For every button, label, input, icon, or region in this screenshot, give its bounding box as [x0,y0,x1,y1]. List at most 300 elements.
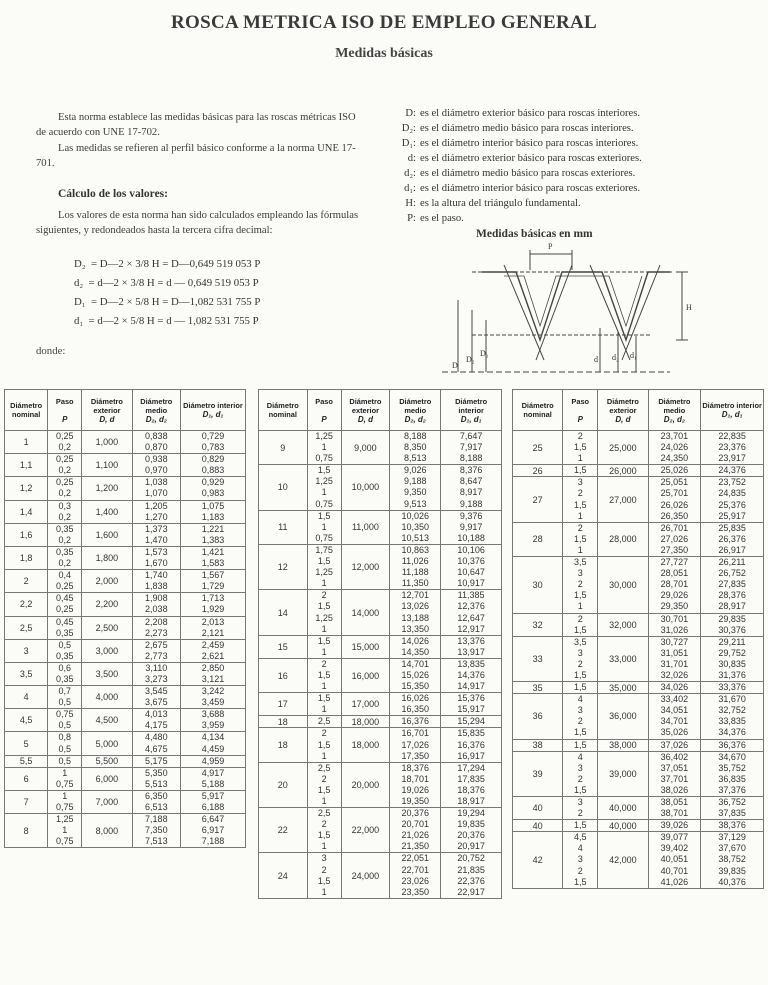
cell-paso [48,732,82,755]
interior-value: 5,917 [201,790,225,801]
paso-value: 1,5 [317,510,331,521]
cell-paso [307,716,341,728]
cell-interior [180,709,245,732]
cell-medio [132,767,180,790]
cell-medio [648,797,701,820]
paso-value: 3 [577,477,583,488]
paso-value: 2 [321,658,327,669]
cell-interior [180,500,245,523]
paso-value: 1 [62,790,68,801]
cell-nominal: 30 [513,557,563,613]
interior-value: 21,835 [457,864,485,875]
cell-paso [307,762,341,807]
medio-value: 30,701 [660,613,689,624]
medio-value: 29,350 [660,601,689,612]
cell-paso [48,767,82,790]
medio-value: 29,026 [660,590,689,601]
paso-value: 1,5 [573,533,587,544]
cell-paso [563,820,598,832]
medio-value: 22,701 [401,864,429,875]
cell-interior [701,522,764,556]
cell-paso [307,590,341,635]
cell-exterior: 3,000 [82,639,133,662]
definition-symbol: P: [407,213,416,224]
cell-nominal: 26 [513,465,563,477]
interior-value: 29,752 [718,647,746,658]
cell-interior [180,454,245,477]
table-row [5,523,246,546]
cell-interior [180,546,245,569]
cell-paso [563,832,598,888]
table-row [513,694,764,739]
cell-interior [180,477,245,500]
interior-value: 0,983 [201,488,225,499]
medio-value: 17,026 [401,739,429,750]
page-bottom-edge [0,981,768,985]
cell-exterior: 14,000 [341,590,390,635]
medio-value: 1,908 [145,593,168,604]
medio-value: 28,701 [660,579,689,590]
cell-medio [390,728,441,762]
paso-value: 0,25 [55,581,74,592]
calc-heading: Cálculo de los valores: [58,188,168,200]
cell-medio [132,431,180,454]
paso-value: 2 [577,431,583,441]
medio-value: 37,051 [660,762,689,773]
cell-nominal: 33 [513,636,563,681]
medio-value: 30,727 [660,636,689,647]
cell-medio [648,465,701,477]
cell-interior [441,431,502,465]
interior-value: 13,835 [457,658,485,669]
cell-exterior: 25,000 [598,431,648,465]
medio-value: 16,350 [401,704,429,715]
medio-value: 23,026 [401,875,429,886]
cell-medio [648,694,701,739]
formula-D1: D₁ = D—2 × 5/8 H = D—1,082 531 755 P [74,296,261,308]
paso-value: 3 [577,705,583,716]
medio-value: 18,376 [401,762,429,773]
interior-value: 3,459 [201,697,225,708]
medio-value: 1,038 [145,477,168,488]
medio-value: 38,051 [660,797,689,807]
paso-value: 2 [321,590,327,601]
interior-value: 34,670 [718,751,746,762]
cell-exterior: 8,000 [82,814,133,848]
cell-interior [701,465,764,477]
header-nominal: Diámetro nominal [259,390,308,431]
cell-medio [132,570,180,593]
cell-exterior: 9,000 [341,431,390,465]
paso-value: 1,25 [315,476,333,487]
medio-value: 15,026 [401,669,429,680]
definition-D1 [386,138,746,149]
interior-value: 4,459 [201,743,225,754]
interior-value: 35,752 [718,762,746,773]
definition-symbol: H: [405,198,416,209]
table-row [5,546,246,569]
paso-value: 1,5 [317,601,331,612]
cell-interior [441,658,502,692]
interior-value: 12,376 [457,601,485,612]
cell-interior [441,853,502,898]
cell-interior [701,431,764,465]
cell-interior [180,790,245,813]
cell-medio [132,639,180,662]
thread-profile-diagram [412,240,702,380]
page-subtitle: Medidas básicas [335,46,433,61]
medio-value: 27,727 [660,557,689,568]
medio-value: 37,701 [660,773,689,784]
cell-interior [180,616,245,639]
medio-value: 8,513 [403,453,427,464]
definition-D2 [386,123,746,134]
paso-value: 1 [321,578,327,589]
cell-exterior: 22,000 [341,808,390,853]
medio-value: 9,188 [403,476,427,487]
paso-value: 1,5 [573,876,587,887]
header-exterior: Diámetro exterior D, d [598,390,648,431]
cell-interior [441,465,502,510]
paso-value: 1 [321,841,327,852]
paso-value: 1 [577,510,583,521]
medio-value: 10,350 [401,521,429,532]
table-row [513,820,764,832]
header-interior: Diámetro interior D₁, d₁ [441,390,502,431]
cell-medio [390,693,441,716]
medio-value: 13,188 [401,612,429,623]
cell-exterior: 2,200 [82,593,133,616]
cell-exterior: 1,400 [82,500,133,523]
interior-value: 0,729 [201,431,225,441]
interior-value: 37,670 [718,843,746,854]
medio-value: 2,208 [145,616,168,627]
medio-value: 26,701 [660,522,689,533]
cell-medio [648,636,701,681]
table-row [5,790,246,813]
thread-table-2 [258,389,502,899]
cell-medio [390,658,441,692]
table-row [513,739,764,751]
interior-value: 1,183 [201,511,225,522]
table-row [5,755,246,767]
interior-value: 36,752 [718,797,746,807]
interior-value: 1,383 [201,534,225,545]
cell-nominal: 4,5 [5,709,48,732]
paso-value: 3,5 [573,557,587,568]
table-row [5,431,246,454]
interior-value: 22,835 [718,431,746,441]
cell-exterior: 16,000 [341,658,390,692]
medio-value: 9,026 [403,465,427,476]
interior-value: 10,188 [457,532,485,543]
definition-text: es la altura del triángulo fundamental. [420,198,581,209]
intro-paragraph-1: Esta norma establece las medidas básicas para las roscas métricas ISO de acuerdo con UNE 17-702. [36,112,356,138]
paso-value: 1,5 [573,499,587,510]
interior-value: 2,121 [201,627,225,638]
interior-value: 14,376 [457,669,485,680]
cell-interior [701,832,764,888]
cell-nominal: 11 [259,510,308,544]
cell-nominal: 36 [513,694,563,739]
paso-value: 1,5 [573,624,587,635]
cell-medio [132,523,180,546]
medio-value: 34,051 [660,705,689,716]
medio-value: 25,701 [660,488,689,499]
interior-value: 17,835 [457,773,485,784]
interior-value: 2,459 [201,639,225,650]
cell-exterior: 11,000 [341,510,390,544]
interior-value: 2,621 [201,650,225,661]
medio-value: 16,701 [401,728,429,739]
medio-value: 37,026 [660,739,689,750]
interior-value: 38,376 [718,820,746,831]
paso-value: 1,5 [317,465,331,476]
definition-symbol: D₂: [401,123,416,134]
cell-paso [563,557,598,613]
interior-value: 8,647 [459,476,483,487]
table-row [5,709,246,732]
paso-value: 0,8 [58,732,71,743]
interior-value: 37,129 [718,832,746,843]
interior-value: 18,376 [457,784,485,795]
paso-value: 1,5 [317,830,331,841]
cell-nominal: 40 [513,820,563,832]
medio-value: 39,026 [660,820,689,831]
table-row [5,570,246,593]
paso-value: 0,2 [58,442,71,453]
cell-paso [48,616,82,639]
cell-interior [180,755,245,767]
medio-value: 15,350 [401,681,429,692]
medio-value: 2,273 [145,627,168,638]
interior-value: 7,188 [201,836,225,847]
cell-nominal: 35 [513,682,563,694]
cell-paso [48,593,82,616]
interior-value: 23,917 [718,453,746,464]
medio-value: 40,701 [660,865,689,876]
interior-value: 39,835 [718,865,746,876]
paso-value: 0,45 [55,616,74,627]
medio-value: 34,701 [660,716,689,727]
paso-value: 3 [577,762,583,773]
cell-exterior: 1,800 [82,546,133,569]
table-row [513,477,764,522]
header-interior: Diámetro interior D₁, d₁ [180,390,245,431]
paso-value: 0,75 [55,778,74,789]
cell-paso [307,658,341,692]
interior-value: 10,647 [457,567,485,578]
paso-value: 0,5 [58,755,71,766]
cell-medio [390,762,441,807]
interior-value: 23,752 [718,477,746,488]
paso-value: 1 [321,750,327,761]
medio-value: 24,026 [660,442,689,453]
medio-value: 4,175 [145,720,168,731]
table-row [259,693,502,716]
paso-value: 0,25 [55,604,74,615]
cell-exterior: 2,000 [82,570,133,593]
table-row [5,454,246,477]
diagram-label-h: H [686,303,692,312]
cell-medio [648,613,701,636]
medio-value: 0,838 [145,431,168,441]
header-paso: Paso P [307,390,341,431]
cell-exterior: 17,000 [341,693,390,716]
cell-interior [180,593,245,616]
medio-value: 21,026 [401,830,429,841]
interior-value: 26,376 [718,533,746,544]
cell-nominal: 1 [5,431,48,454]
cell-exterior: 12,000 [341,544,390,589]
paso-value: 4 [577,843,583,854]
cell-nominal: 28 [513,522,563,556]
definition-text: es el diámetro exterior básico para roscas exteriores. [420,153,642,164]
cell-medio [132,709,180,732]
medio-value: 28,051 [660,568,689,579]
cell-nominal: 1,8 [5,546,48,569]
table-row [5,686,246,709]
paso-value: 1 [577,544,583,555]
cell-interior [180,431,245,454]
paso-value: 2 [577,658,583,669]
definition-symbol: D: [405,108,416,119]
interior-value: 7,647 [459,431,483,441]
cell-paso [307,465,341,510]
cell-nominal: 2 [5,570,48,593]
paso-value: 1 [321,487,327,498]
interior-value: 9,376 [459,510,483,521]
cell-nominal: 1,6 [5,523,48,546]
cell-exterior: 18,000 [341,728,390,762]
interior-value: 40,376 [718,876,746,887]
cell-paso [307,808,341,853]
interior-value: 34,376 [718,727,746,738]
paso-value: 0,25 [55,454,74,465]
paso-value: 0,5 [58,720,71,731]
interior-value: 1,421 [201,546,225,557]
paso-value: 0,75 [55,836,74,847]
cell-paso [48,477,82,500]
paso-value: 1,5 [317,739,331,750]
cell-interior [701,636,764,681]
interior-value: 28,376 [718,590,746,601]
paso-value: 4,5 [573,832,587,843]
medio-value: 13,026 [401,601,429,612]
table-row [5,593,246,616]
cell-medio [132,500,180,523]
medio-value: 1,670 [145,558,168,569]
interior-value: 8,376 [459,465,483,476]
paso-value: 0,2 [58,534,71,545]
medio-value: 5,513 [145,778,168,789]
interior-value: 10,106 [457,544,485,555]
cell-nominal: 16 [259,658,308,692]
cell-interior [180,686,245,709]
cell-exterior: 1,600 [82,523,133,546]
medio-value: 9,513 [403,498,427,509]
interior-value: 19,294 [457,808,485,819]
interior-value: 33,376 [718,682,746,693]
paso-value: 1,5 [573,465,587,476]
table-row [259,728,502,762]
cell-nominal: 27 [513,477,563,522]
paso-value: 1 [321,442,327,453]
paso-value: 1,5 [573,727,587,738]
header-exterior: Diámetro exterior D, d [82,390,133,431]
cell-exterior: 40,000 [598,797,648,820]
interior-value: 5,188 [201,778,225,789]
medio-value: 10,026 [401,510,429,521]
cell-exterior: 27,000 [598,477,648,522]
diagram-label-d: d [594,355,598,364]
cell-nominal: 8 [5,814,48,848]
medio-value: 24,350 [660,453,689,464]
cell-interior [441,693,502,716]
table-row [513,636,764,681]
medio-value: 39,077 [660,832,689,843]
medio-value: 25,051 [660,477,689,488]
cell-exterior: 1,200 [82,477,133,500]
cell-medio [390,635,441,658]
interior-value: 3,242 [201,686,225,697]
cell-exterior: 33,000 [598,636,648,681]
interior-value: 3,959 [201,720,225,731]
definition-d [386,153,746,164]
cell-nominal: 38 [513,739,563,751]
table-row [5,732,246,755]
table-row [259,853,502,898]
cell-interior [180,662,245,685]
interior-value: 17,294 [457,762,485,773]
paso-value: 3 [577,854,583,865]
interior-value: 25,376 [718,499,746,510]
paso-value: 0,75 [315,498,333,509]
paso-value: 1 [321,796,327,806]
paso-value: 0,7 [58,686,71,697]
interior-value: 15,917 [457,704,485,715]
cell-medio [390,465,441,510]
medio-value: 0,938 [145,454,168,465]
cell-nominal: 1,2 [5,477,48,500]
definition-text: es el diámetro exterior básico para roscas interiores. [420,108,641,119]
thread-table-1 [4,389,246,848]
cell-exterior: 35,000 [598,682,648,694]
cell-exterior: 6,000 [82,767,133,790]
paso-value: 0,6 [58,662,71,673]
medio-value: 31,051 [660,647,689,658]
paso-value: 1,25 [315,567,333,578]
medio-value: 10,513 [401,532,429,543]
paso-value: 4 [577,694,583,705]
cell-paso [307,544,341,589]
paso-value: 1 [577,601,583,612]
cell-paso [563,739,598,751]
medio-value: 1,470 [145,534,168,545]
cell-medio [648,820,701,832]
medio-value: 39,402 [660,843,689,854]
diagram-label-D1: D₁ [480,349,489,358]
cell-exterior: 36,000 [598,694,648,739]
definition-P [386,213,746,224]
paso-value: 0,75 [315,532,333,543]
interior-value: 20,376 [457,830,485,841]
interior-value: 28,917 [718,601,746,612]
cell-paso [563,797,598,820]
interior-value: 36,376 [718,739,746,750]
interior-value: 29,211 [718,636,746,647]
cell-medio [132,732,180,755]
